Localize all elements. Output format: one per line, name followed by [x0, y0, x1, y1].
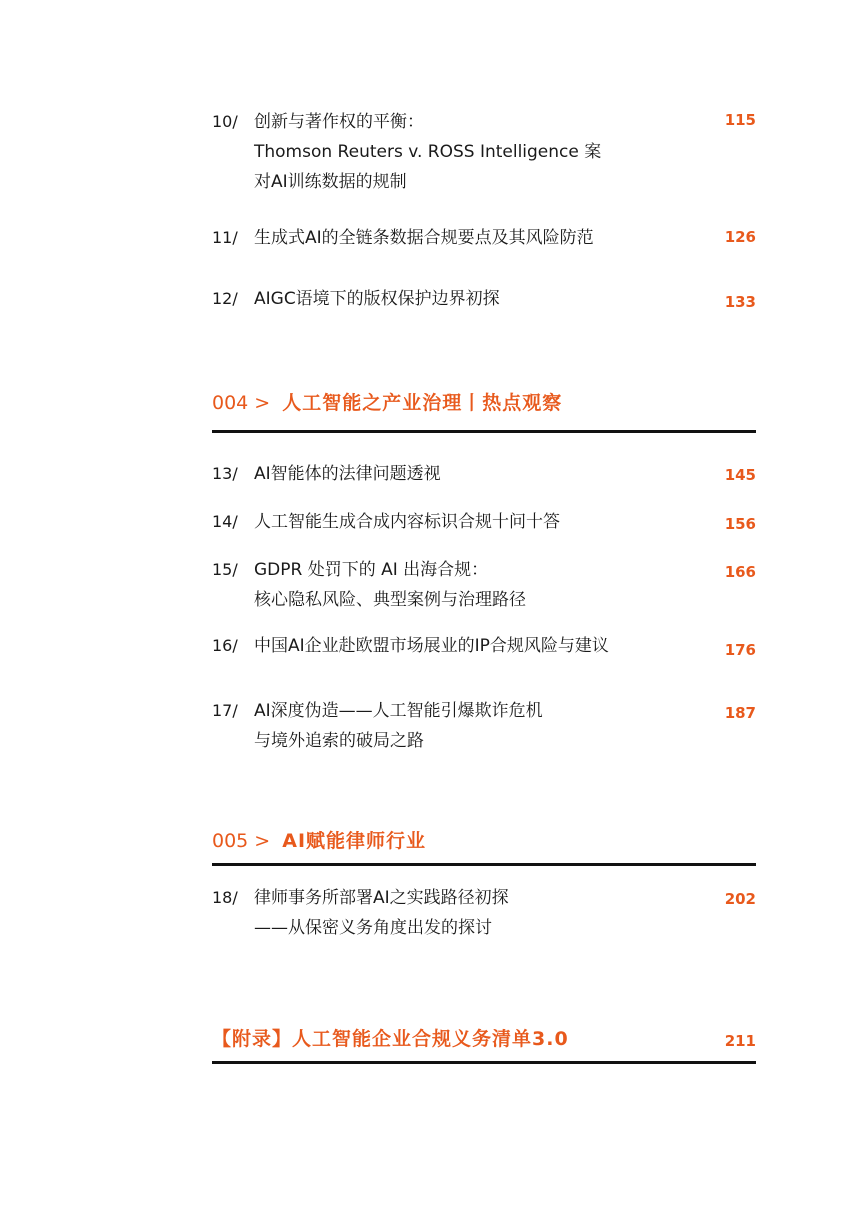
entry-title-line: AI智能体的法律问题透视: [254, 464, 441, 484]
section-004: [212, 390, 756, 436]
entry-title-line: ——从保密义务角度出发的探讨: [254, 918, 492, 938]
entry-page-number[interactable]: 133: [724, 293, 756, 311]
entry-number: 17/: [212, 701, 238, 720]
entry-number: 10/: [212, 112, 238, 131]
entry-title-line: Thomson Reuters v. ROSS Intelligence 案: [254, 142, 602, 162]
section-heading: [212, 828, 756, 854]
appendix-divider: [212, 1061, 756, 1064]
entry-title: [254, 631, 694, 661]
entry-title: [254, 555, 694, 615]
section-number: 005 >: [212, 830, 271, 852]
entry-title-line: 核心隐私风险、典型案例与治理路径: [254, 590, 526, 610]
entry-title: [254, 507, 694, 537]
entry-title-line: AI深度伪造——人工智能引爆欺诈危机: [254, 701, 543, 721]
appendix-section[interactable]: [212, 1026, 756, 1068]
toc-entry-11[interactable]: [212, 223, 756, 253]
section-title[interactable]: 人工智能之产业治理丨热点观察: [282, 392, 563, 414]
section-number: 004 >: [212, 392, 271, 414]
entry-title-line: 生成式AI的全链条数据合规要点及其风险防范: [254, 228, 594, 248]
entry-number: 13/: [212, 464, 238, 483]
toc-entry-16[interactable]: [212, 631, 756, 661]
entry-title-line: 中国AI企业赴欧盟市场展业的IP合规风险与建议: [254, 636, 609, 656]
entry-title: [254, 107, 694, 197]
entry-title-line: 人工智能生成合成内容标识合规十问十答: [254, 512, 560, 532]
toc-entry-12[interactable]: [212, 284, 756, 314]
entry-title-line: 与境外追索的破局之路: [254, 731, 424, 751]
entry-number: 16/: [212, 636, 238, 655]
entry-page-number[interactable]: 145: [724, 466, 756, 484]
section-divider: [212, 430, 756, 433]
entry-title-line: 创新与著作权的平衡：: [254, 112, 424, 132]
section-divider: [212, 863, 756, 866]
entry-page-number[interactable]: 126: [724, 228, 756, 246]
appendix-page-number[interactable]: 211: [724, 1032, 756, 1050]
appendix-title[interactable]: 【附录】人工智能企业合规义务清单3.0: [212, 1028, 569, 1050]
toc-entry-18[interactable]: [212, 883, 756, 943]
toc-entry-13[interactable]: [212, 459, 756, 489]
entry-title-line: 律师事务所部署AI之实践路径初探: [254, 888, 509, 908]
entry-number: 11/: [212, 228, 238, 247]
entry-page-number[interactable]: 166: [724, 563, 756, 581]
toc-entry-15[interactable]: [212, 555, 756, 615]
entry-title-line: GDPR 处罚下的 AI 出海合规：: [254, 560, 489, 580]
entry-title: [254, 223, 694, 253]
entry-title: [254, 883, 694, 943]
toc-entry-10[interactable]: [212, 107, 756, 197]
entry-title-line: AIGC语境下的版权保护边界初探: [254, 289, 500, 309]
section-heading: [212, 390, 756, 416]
toc-entry-14[interactable]: [212, 507, 756, 537]
toc-entry-17[interactable]: [212, 696, 756, 756]
section-title[interactable]: AI赋能律师行业: [282, 830, 427, 852]
entry-page-number[interactable]: 176: [724, 641, 756, 659]
entry-page-number[interactable]: 156: [724, 515, 756, 533]
entry-number: 15/: [212, 560, 238, 579]
entry-page-number[interactable]: 187: [724, 704, 756, 722]
entry-title: [254, 459, 694, 489]
entry-page-number[interactable]: 202: [724, 890, 756, 908]
entry-title: [254, 284, 694, 314]
entry-page-number[interactable]: 115: [724, 111, 756, 129]
entry-title: [254, 696, 694, 756]
entry-number: 14/: [212, 512, 238, 531]
entry-number: 18/: [212, 888, 238, 907]
entry-number: 12/: [212, 289, 238, 308]
entry-title-line: 对AI训练数据的规制: [254, 172, 407, 192]
section-005: [212, 828, 756, 868]
